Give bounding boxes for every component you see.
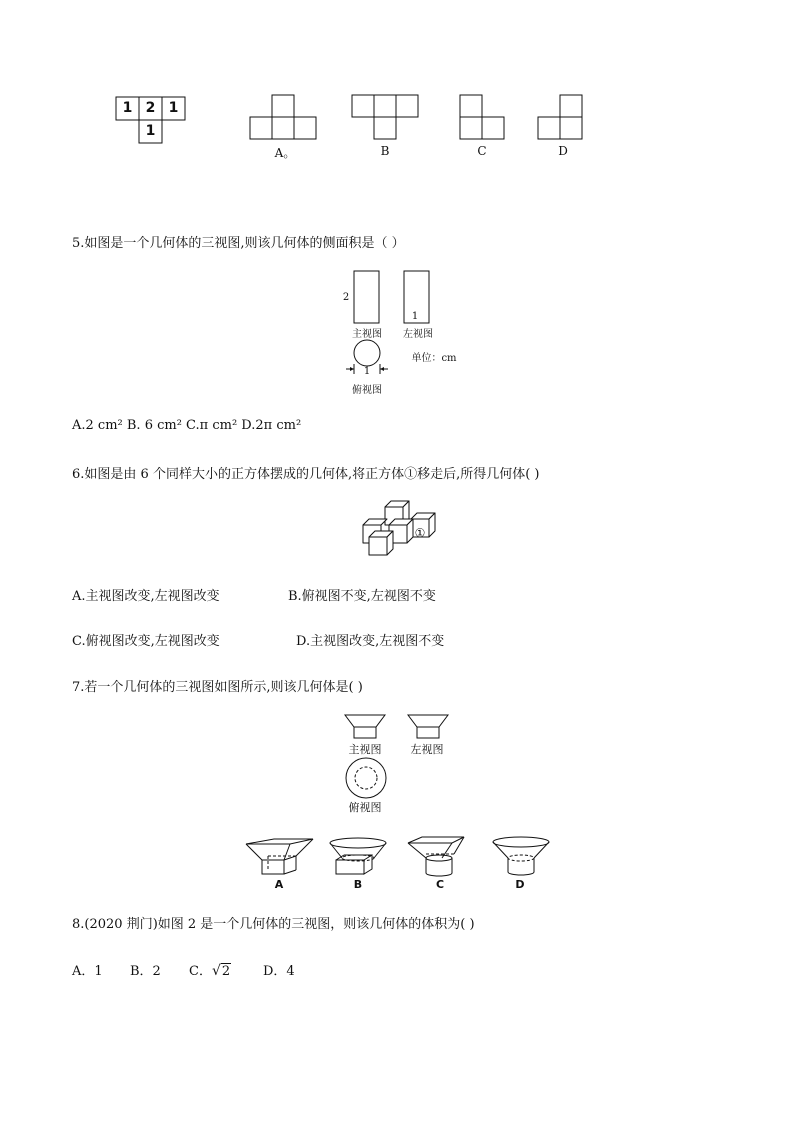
- q7-option-a-solid: [246, 839, 313, 874]
- q5-stem: 5.如图是一个几何体的三视图,则该几何体的侧面积是（ ）: [72, 236, 405, 251]
- q6-option-a: A.主视图改变,左视图改变: [72, 589, 220, 604]
- q6-option-c: C.俯视图改变,左视图改变: [72, 634, 220, 649]
- q4-option-b-label: B: [380, 144, 390, 158]
- q5-front-view-label: 主视图: [352, 329, 382, 340]
- q4-option-b-figure: [352, 95, 418, 139]
- q8-option-c: [189, 960, 231, 979]
- q7-stem: 7.若一个几何体的三视图如图所示,则该几何体是( ): [72, 680, 363, 695]
- q4-net-cell: 2: [145, 100, 156, 116]
- q4-option-a-label: A。: [274, 146, 296, 160]
- q5-height-label: 2: [342, 292, 350, 303]
- q6-stem: 6.如图是由 6 个同样大小的正方体摆成的几何体,将正方体①移走后,所得几何体( ): [72, 467, 540, 482]
- q8-stem: 8.(2020 荆门)如图 2 是一个几何体的三视图，则该几何体的体积为( ): [72, 917, 475, 932]
- q4-net-cell: 1: [145, 123, 156, 139]
- q5-diameter-label: 1: [363, 366, 371, 377]
- q8-option-c-radicand: 2: [221, 964, 231, 979]
- q7-top-view-label: 俯视图: [348, 801, 382, 814]
- q4-option-c-label: C: [477, 144, 487, 158]
- q5-options: A.2 cm² B. 6 cm² C.π cm² D.2π cm²: [72, 418, 302, 433]
- q5-left-view-label: 左视图: [403, 329, 433, 340]
- q8-option-d: D．4: [263, 964, 295, 979]
- q6-option-b: B.俯视图不变,左视图不变: [288, 589, 436, 604]
- q5-top-view-circle: [354, 340, 380, 366]
- sqrt-icon: √: [211, 963, 221, 979]
- q7-top-view-outer-circle: [346, 758, 386, 798]
- q8-option-a: A．1: [72, 964, 103, 979]
- q4-option-d-label: D: [558, 144, 568, 158]
- q6-option-d: D.主视图改变,左视图不变: [296, 634, 445, 649]
- q7-option-d-solid: [493, 837, 549, 875]
- q4-net-cell: 1: [122, 100, 133, 116]
- q4-net-cell: 1: [168, 100, 179, 116]
- q4-option-a-figure: [250, 95, 316, 139]
- q7-solid-options: [240, 830, 560, 885]
- q7-option-c-label: C: [435, 878, 445, 891]
- q5-top-view-label: 俯视图: [352, 385, 382, 396]
- q4-option-d-figure: [538, 95, 582, 139]
- q7-option-d-label: D: [515, 878, 525, 891]
- q7-front-view-label: 主视图: [348, 743, 382, 756]
- q7-left-view-label: 左视图: [410, 743, 444, 756]
- q7-left-view-base: [417, 727, 439, 738]
- q7-front-view-base: [354, 727, 376, 738]
- q7-option-b-solid: [330, 838, 386, 874]
- q7-option-a-label: A: [274, 878, 284, 891]
- q5-front-view-rect: [354, 271, 379, 323]
- q5-left-width-label: 1: [411, 311, 419, 322]
- q8-option-c-prefix: C．: [189, 964, 212, 979]
- q7-option-b-label: B: [353, 878, 363, 891]
- q7-top-view-inner-circle: [355, 767, 377, 789]
- q7-option-c-solid: [408, 837, 464, 876]
- q4-option-c-figure: [460, 95, 504, 139]
- q8-option-b: B．2: [130, 964, 161, 979]
- q5-unit-label: 单位：cm: [411, 353, 457, 364]
- q7-front-view-trapezoid: [345, 715, 385, 727]
- q7-left-view-trapezoid: [408, 715, 448, 727]
- q6-cube-marker: ①: [414, 526, 426, 540]
